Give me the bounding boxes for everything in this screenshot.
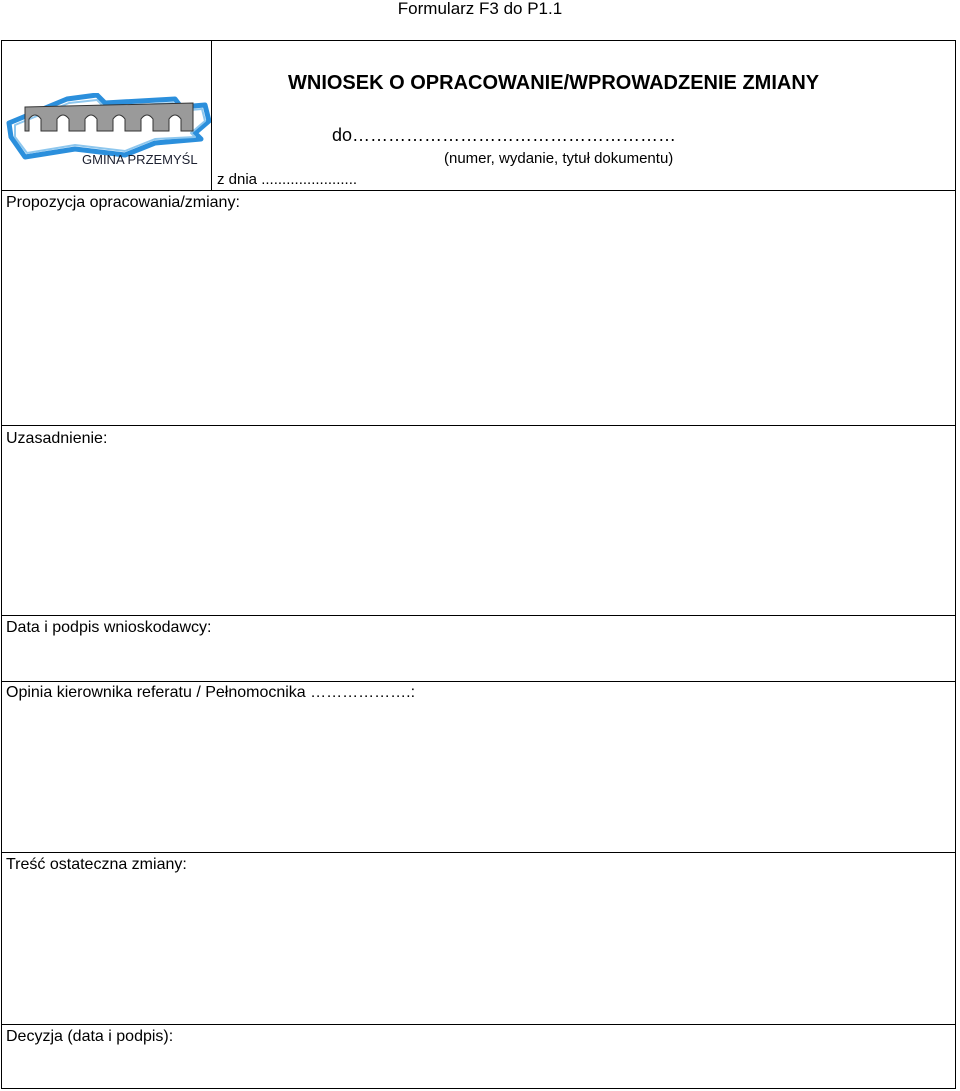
document-field[interactable]: do………………………………………………	[332, 125, 677, 145]
logo-text: GMINA PRZEMYŚL	[82, 152, 198, 167]
divider	[2, 681, 955, 682]
form-title: WNIOSEK O OPRACOWANIE/WPROWADZENIE ZMIANY	[288, 72, 820, 94]
manager-opinion-label: Opinia kierownika referatu / Pełnomocnika ……………….:	[6, 684, 416, 701]
date-field[interactable]: z dnia .......................	[217, 171, 358, 188]
form-code: Formularz F3 do P1.1	[397, 0, 563, 18]
applicant-signature-label: Data i podpis wnioskodawcy:	[6, 619, 212, 636]
divider	[2, 615, 955, 616]
divider	[2, 425, 955, 426]
document-field-hint: (numer, wydanie, tytuł dokumentu)	[444, 150, 674, 167]
application-form	[1, 40, 956, 1089]
proposal-label: Propozycja opracowania/zmiany:	[6, 194, 240, 211]
logo-cell	[2, 41, 212, 191]
divider	[2, 1024, 955, 1025]
divider	[2, 852, 955, 853]
divider	[2, 190, 955, 191]
final-content-label: Treść ostateczna zmiany:	[6, 856, 187, 873]
justification-label: Uzasadnienie:	[6, 430, 108, 447]
logo-divider	[211, 41, 212, 190]
decision-label: Decyzja (data i podpis):	[6, 1028, 174, 1045]
